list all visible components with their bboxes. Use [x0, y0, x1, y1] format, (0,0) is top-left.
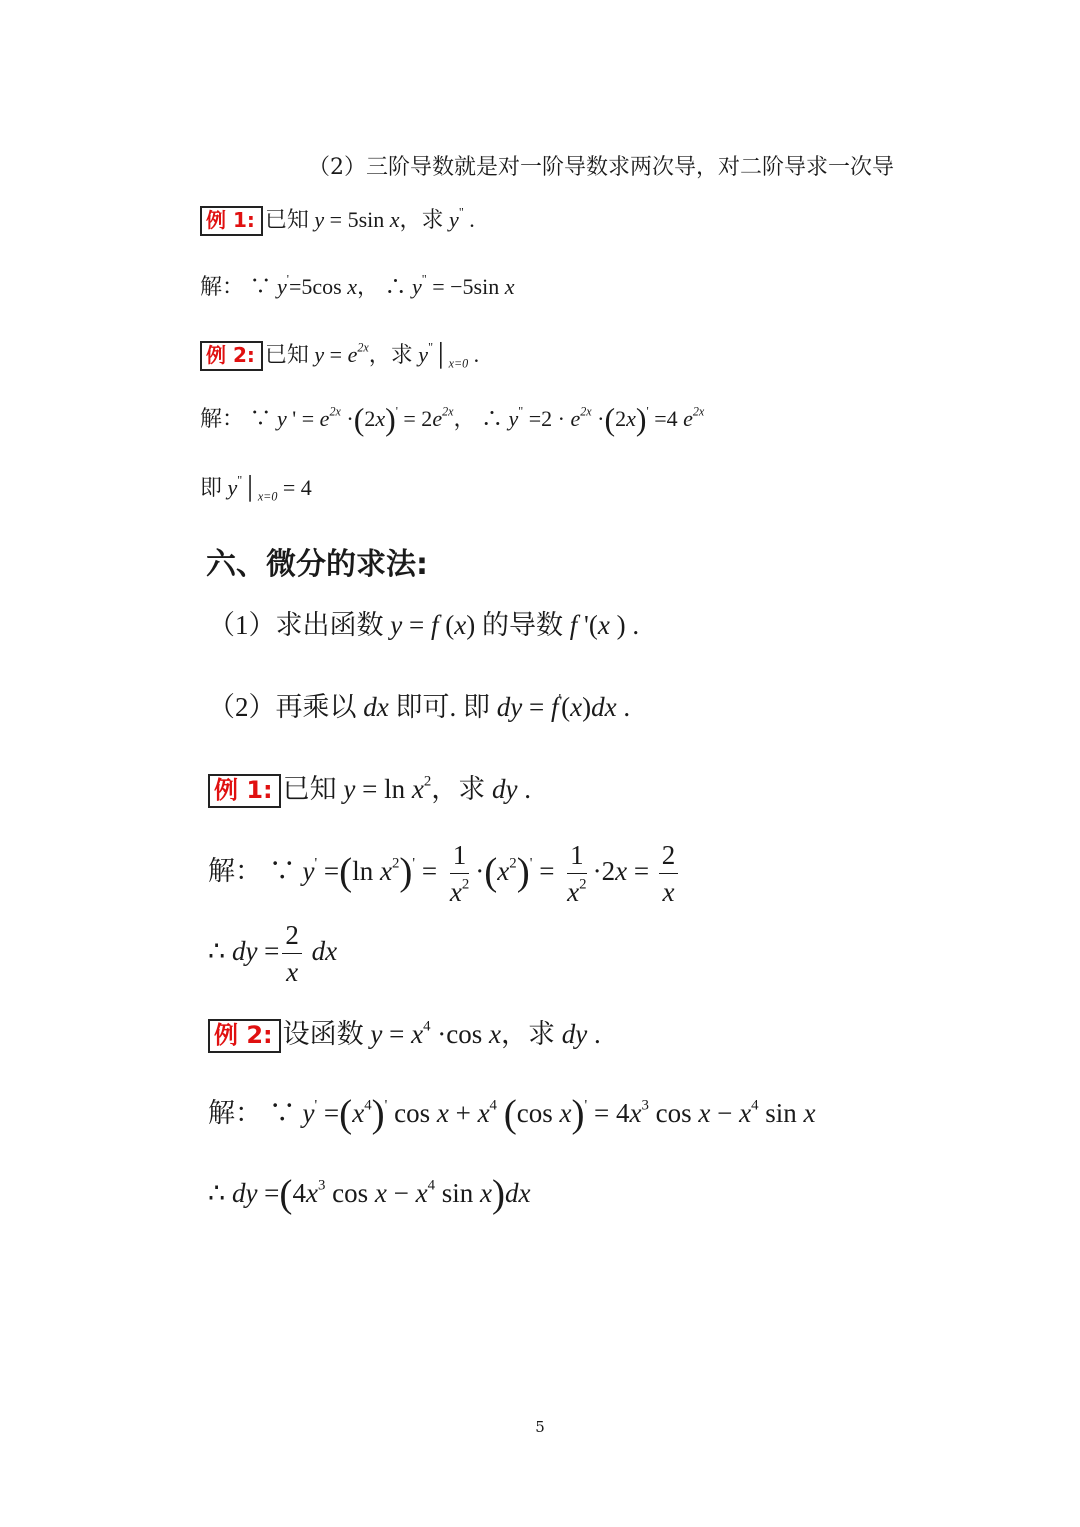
point-2-text: （2）三阶导数就是对一阶导数求两次导，对二阶导求一次导 — [308, 155, 894, 180]
p5-example-1-question: 例 1: 已知 y = 5sin x，求 y" . — [200, 206, 475, 236]
example-label: 例 2: — [200, 341, 263, 371]
s6-example-2-solution: 解： ∵ $y' =(x^4)'$ $\cos x + x^4$ (cos $x)' = 4x^3$ $\cos x - x^4$ sin x — [208, 1092, 816, 1136]
p5-example-2-solution: 解： ∵ y ' = $e^{2x} \cdot(2x)' = 2e^{2x}$， ∴ $y^" =2 \cdot e^{2x} \cdot(2x)' =4$ $e^{2x}$ — [200, 401, 705, 437]
p5-example-1-solution: 解： ∵ y'=5cos x， ∴ y" = −5sin x — [200, 272, 515, 299]
s6-example-1-solution: 解： ∵ y' =(ln $x^2)'$ = $\frac{1}{x^2}$ $\cdot(x^2)'$ = $\frac{1}{x^2}$ ·2x = $\frac{2}{x}$ — [208, 840, 681, 907]
p5-example-2-question: 例 2: 已知 $y = e^{2x}$，求 $y^"│_{x=0}$ . — [200, 341, 479, 371]
s6-example-2-result: ∴ dy $=(4x^3$ $\cos x - x^4$ sin x)dx — [208, 1172, 531, 1216]
s6-example-1-result: ∴ dy = $\frac{2}{x}$ dx — [208, 920, 338, 988]
step-2-text: （2）再乘以 dx 即可. 即 dy = f'(x)dx . — [208, 691, 631, 722]
p5-example-2-result: 即 $y^"│_{x=0} = 4$ — [200, 473, 312, 504]
step-1-text: （1）求出函数 y = f (x) 的导数 f '(x ) . — [208, 610, 640, 640]
example-label: 例 1: — [200, 206, 263, 236]
example-label: 例 2: — [208, 1019, 281, 1053]
s6-example-2-question: 例 2: 设函数 $y = x^4 \cdot\cos$ x，求 dy . — [208, 1019, 601, 1053]
example-label: 例 1: — [208, 774, 281, 808]
s6-example-1-question: 例 1: 已知 $y = \ln x^2$，求 dy . — [208, 774, 531, 808]
page-number: 5 — [535, 1418, 545, 1436]
section-heading: 六、微分的求法: — [206, 547, 428, 582]
